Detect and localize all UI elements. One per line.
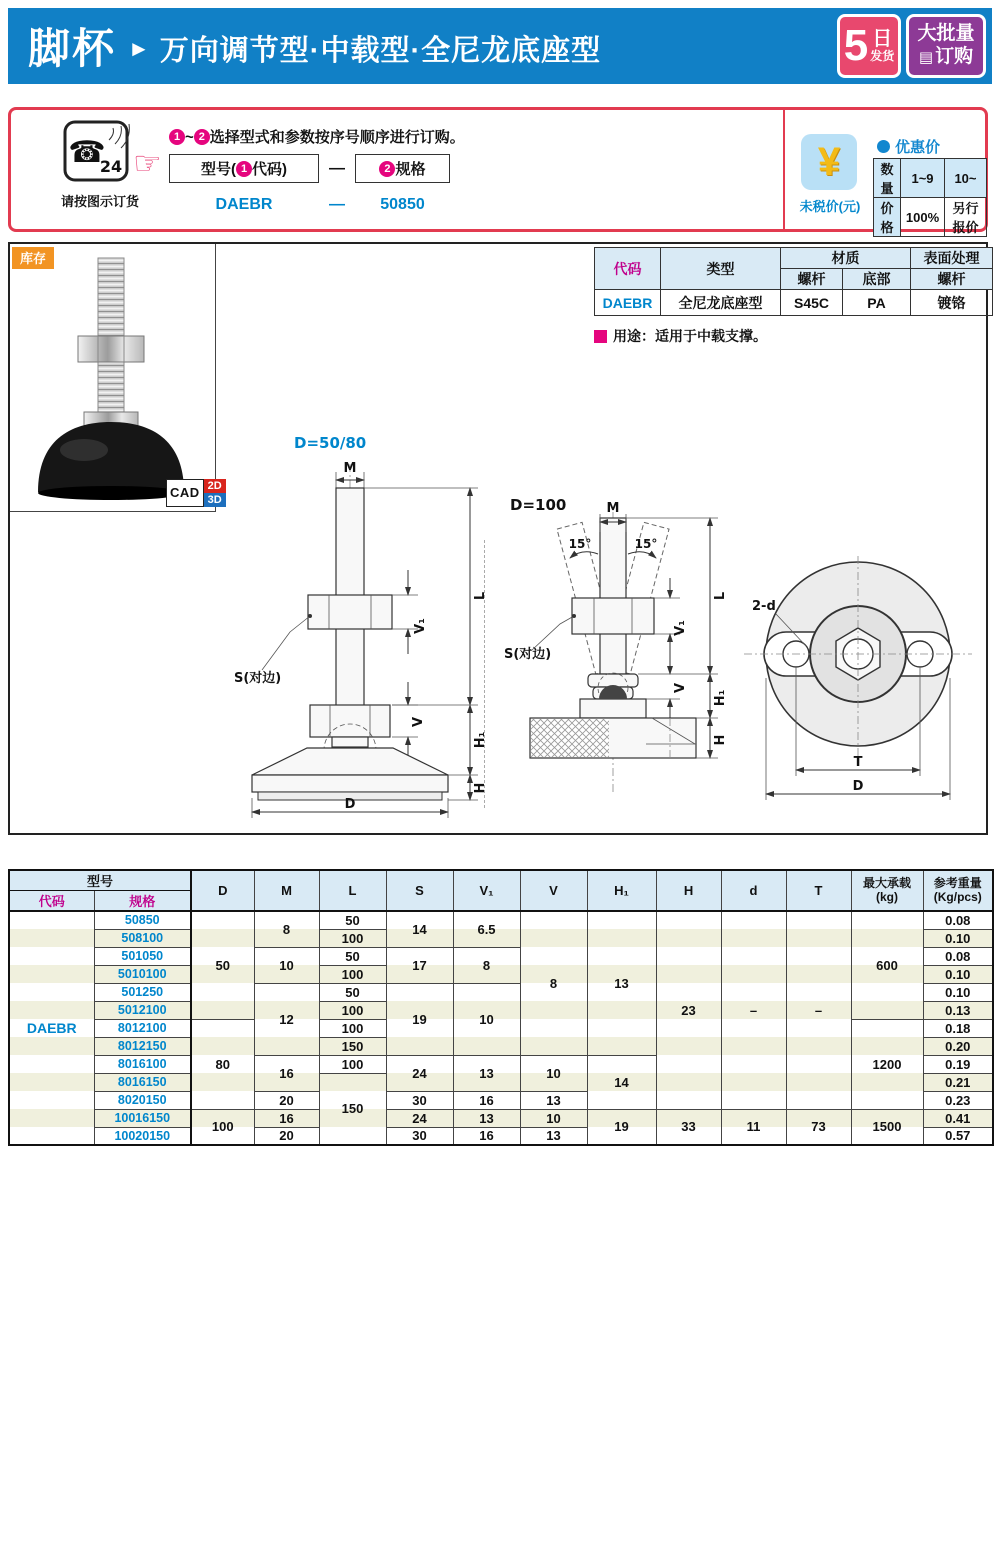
svg-text:24: 24 [99,157,123,176]
model-code-field [169,154,319,183]
phone-24h-icon [63,120,137,184]
col-L-value: 50 [319,983,386,1001]
materials-h-screw: 螺杆 [781,269,843,290]
col-weight-value: 0.13 [923,1001,993,1019]
dim-L: L [473,591,488,601]
col-M-value: 10 [254,947,319,983]
spec-field [355,154,450,183]
col-weight-value: 0.08 [923,911,993,929]
materials-h-surface: 表面处理 [911,248,993,269]
h-L: L [319,870,386,911]
h-weight [923,870,993,911]
col-weight-value: 0.18 [923,1019,993,1037]
order-format-line [169,154,450,183]
materials-h-material: 材质 [781,248,911,269]
col-T-value: 73 [786,1109,851,1145]
yen-glyph: ¥ [817,139,841,184]
cad-2d-label[interactable]: 2D [204,479,226,493]
usage-square-icon [594,330,607,343]
title-arrow-icon: ► [128,36,150,61]
price-qty-row [874,159,987,198]
example-code: DAEBR [215,196,273,213]
col-V1-value: 16 [453,1127,520,1145]
price-table [873,158,987,237]
col-V-value: 13 [520,1091,587,1109]
h-load-1: 最大承载 [863,875,912,890]
angle-right: 15° [634,537,658,551]
page-header-band [8,8,992,84]
drawing-d100 [502,492,744,824]
spec-code-link[interactable]: 5010100 [94,965,191,983]
dim2-V1: V₁ [673,620,688,636]
col-M-value: 16 [254,1055,319,1091]
badge-5day-label: 发货 [870,49,895,64]
col-D-value: 80 [191,1019,254,1109]
spec-table [8,869,994,1146]
materials-bottom: PA [843,290,911,316]
col-L-value: 100 [319,965,386,983]
dim-D: D [344,797,356,812]
h-weight-1: 参考重量 [933,875,982,890]
price-value-row [874,198,987,237]
price-value-2: 另行报价 [944,198,986,237]
dim2-V: V [673,682,688,694]
col-V-value: 13 [520,1127,587,1145]
col-L-value: 100 [319,929,386,947]
spec-code-link[interactable]: 501250 [94,983,191,1001]
page-title: 脚杯 [28,25,117,72]
materials-h-code: 代码 [595,248,661,290]
col-weight-value: 0.20 [923,1037,993,1055]
col-M-value: 16 [254,1109,319,1127]
col-H-value: 33 [656,1109,721,1145]
col-L-value: 150 [319,1037,386,1055]
dim-H: H [473,782,488,794]
field1-pre: 型号( [201,161,236,178]
product-photo [10,244,214,508]
angle-left: 15° [568,537,592,551]
h-H1: H₁ [587,870,656,911]
col-V1-value: 16 [453,1091,520,1109]
badge-bulk-line2: 订购 [935,46,974,67]
h-weight-2: (Kg/pcs) [933,889,982,904]
ordering-step-line [169,126,465,147]
svg-text:☎: ☎ [68,135,106,170]
dim2-M: M [606,501,620,516]
h-model: 型号 [9,870,191,891]
price-section [785,110,987,235]
col-V-value: 10 [520,1109,587,1127]
dim3-T: T [853,755,863,770]
drawing-divider [484,540,485,808]
usage-note [594,326,767,346]
price-caption: 未税价(元) [799,199,861,214]
col-S-value: 24 [386,1055,453,1091]
col-weight-value: 0.10 [923,983,993,1001]
spec-code-link[interactable]: 501050 [94,947,191,965]
dim-H1: H₁ [473,731,488,749]
spec-code-link[interactable]: 8016150 [94,1073,191,1091]
product-detail-box [8,242,988,835]
cad-label[interactable]: CAD [166,479,204,507]
h-H: H [656,870,721,911]
col-load-value: 1500 [851,1109,923,1145]
qty-label: 数量 [874,159,901,198]
col-L-value: 150 [319,1073,386,1145]
materials-code[interactable]: DAEBR [595,290,661,316]
col-V1-value: 10 [453,983,520,1055]
col-T-value: – [786,911,851,1109]
materials-h-surface-screw: 螺杆 [911,269,993,290]
materials-table [594,247,993,316]
dim-V1: V₁ [413,618,428,634]
field2-label: 规格 [395,161,426,178]
h-code: 代码 [9,891,94,912]
badge-5day-unit: 日 [872,28,893,51]
col-weight-value: 0.08 [923,947,993,965]
phone-caption: 请按图示订货 [60,194,139,209]
col-S-value: 14 [386,911,453,947]
materials-type: 全尼龙底座型 [661,290,781,316]
col-weight-value: 0.23 [923,1091,993,1109]
step-circle-1: 1 [169,129,185,145]
drawing-top-view [728,548,990,816]
step-tilde: ~ [185,129,194,146]
col-V1-value: 13 [453,1109,520,1127]
table-row [9,911,993,929]
col-L-value: 100 [319,1019,386,1037]
col-L-value: 50 [319,947,386,965]
col-L-value: 100 [319,1001,386,1019]
col-H1-value: 13 [587,911,656,1055]
col-S-value: 30 [386,1127,453,1145]
col-S-value: 24 [386,1109,453,1127]
col-H-value: 23 [656,911,721,1109]
ordering-instruction-text: 选择型式和参数按序号顺序进行订购。 [209,129,465,146]
col-M-value: 20 [254,1127,319,1145]
badge-bulk-order [906,14,986,78]
col-S-value: 30 [386,1091,453,1109]
h-V: V [520,870,587,911]
col-weight-value: 0.10 [923,965,993,983]
col-load-value: 600 [851,911,923,1019]
dim-V: V [411,716,426,728]
dim2-H: H [713,734,728,746]
spec-code-link[interactable]: 50850 [94,911,191,929]
col-V1-value: 13 [453,1055,520,1091]
field2-circle: 2 [379,161,395,177]
price-label: 价格 [874,198,901,237]
materials-h-bottom: 底部 [843,269,911,290]
order-example-line [169,196,450,214]
col-weight-value: 0.19 [923,1055,993,1073]
col-L-value: 50 [319,911,386,929]
dim2-S-label: S(对边) [504,647,552,662]
stock-badge: 库存 [12,247,54,269]
format-dash: — [329,159,345,177]
badge-5day-number: 5 [843,21,869,70]
cad-download-badge[interactable] [166,479,226,507]
col-H1-value: 19 [587,1109,656,1145]
spec-code-link[interactable]: 8012150 [94,1037,191,1055]
col-weight-value: 0.57 [923,1127,993,1145]
pointing-hand-icon: ☞ [133,145,162,181]
spec-code-link[interactable]: 8016100 [94,1055,191,1073]
col-S-value: 19 [386,983,453,1055]
promo-label: 优惠价 [895,139,941,156]
col-D-value: 50 [191,911,254,1019]
product-photo-box [10,244,216,512]
spec-code-link[interactable]: 508100 [94,929,191,947]
usage-text: 用途：适用于中载支撑。 [613,328,767,344]
col-D-value: 100 [191,1109,254,1145]
field1-circle: 1 [236,161,252,177]
col-load-value: 1200 [851,1019,923,1109]
h-d: d [721,870,786,911]
h-M: M [254,870,319,911]
spec-code-link[interactable]: 8012100 [94,1019,191,1037]
badge-5day-shipping [837,14,901,78]
drawing2-label: D=100 [510,496,567,514]
h-D: D [191,870,254,911]
col-M-value: 20 [254,1091,319,1109]
promo-line [877,136,940,157]
badge-bulk-line1: 大批量 [917,23,975,45]
h-spec: 规格 [94,891,191,912]
ordering-instructions-box [8,107,988,235]
col-M-value: 8 [254,911,319,947]
dim-S-label: S(对边) [234,671,282,686]
h-V1: V₁ [453,870,520,911]
dim3-D: D [852,779,864,794]
spec-code-link[interactable]: 10020150 [94,1127,191,1145]
dim-M: M [343,461,357,476]
example-spec: 50850 [380,196,425,213]
step-circle-2: 2 [194,129,210,145]
cad-3d-label[interactable]: 3D [204,493,226,507]
drawing1-label: D=50/80 [294,434,367,452]
materials-plating: 镀铬 [911,290,993,316]
promo-bullet-icon [877,140,890,153]
col-d-value: 11 [721,1109,786,1145]
h-load-2: (kg) [876,889,899,904]
col-L-value: 100 [319,1055,386,1073]
header-badges [837,14,986,78]
yen-icon [801,134,857,190]
dim2-H1: H₁ [713,689,728,707]
hole-label: 2-d [752,599,776,614]
qty-range-2: 10~ [944,159,986,198]
col-V-value: 8 [520,911,587,1055]
price-value-1: 100% [901,198,945,237]
spec-code-link[interactable]: 10016150 [94,1109,191,1127]
col-d-value: – [721,911,786,1109]
col-V-value: 10 [520,1055,587,1091]
h-T: T [786,870,851,911]
col-weight-value: 0.41 [923,1109,993,1127]
spec-header-row-1 [9,870,993,891]
col-weight-value: 0.21 [923,1073,993,1091]
field1-post: 代码) [252,161,287,178]
h-load [851,870,923,911]
drawing-d50-80 [232,430,500,824]
h-S: S [386,870,453,911]
page-subtitle: 万向调节型·中载型·全尼龙底座型 [159,34,602,67]
table-row [9,1109,993,1127]
dim2-L: L [713,591,728,601]
col-S-value: 17 [386,947,453,983]
materials-data-row [595,290,993,316]
code-cell[interactable]: DAEBR [9,911,94,1145]
spec-code-link[interactable]: 5012100 [94,1001,191,1019]
example-dash: — [329,196,345,213]
qty-range-1: 1~9 [901,159,945,198]
materials-screw: S45C [781,290,843,316]
col-V1-value: 6.5 [453,911,520,947]
materials-h-type: 类型 [661,248,781,290]
col-V1-value: 8 [453,947,520,983]
col-weight-value: 0.10 [923,929,993,947]
materials-header-row-1 [595,248,993,269]
bulk-list-icon: ▤ [918,48,934,66]
spec-code-link[interactable]: 8020150 [94,1091,191,1109]
col-M-value: 12 [254,983,319,1055]
col-H1-value: 14 [587,1055,656,1109]
